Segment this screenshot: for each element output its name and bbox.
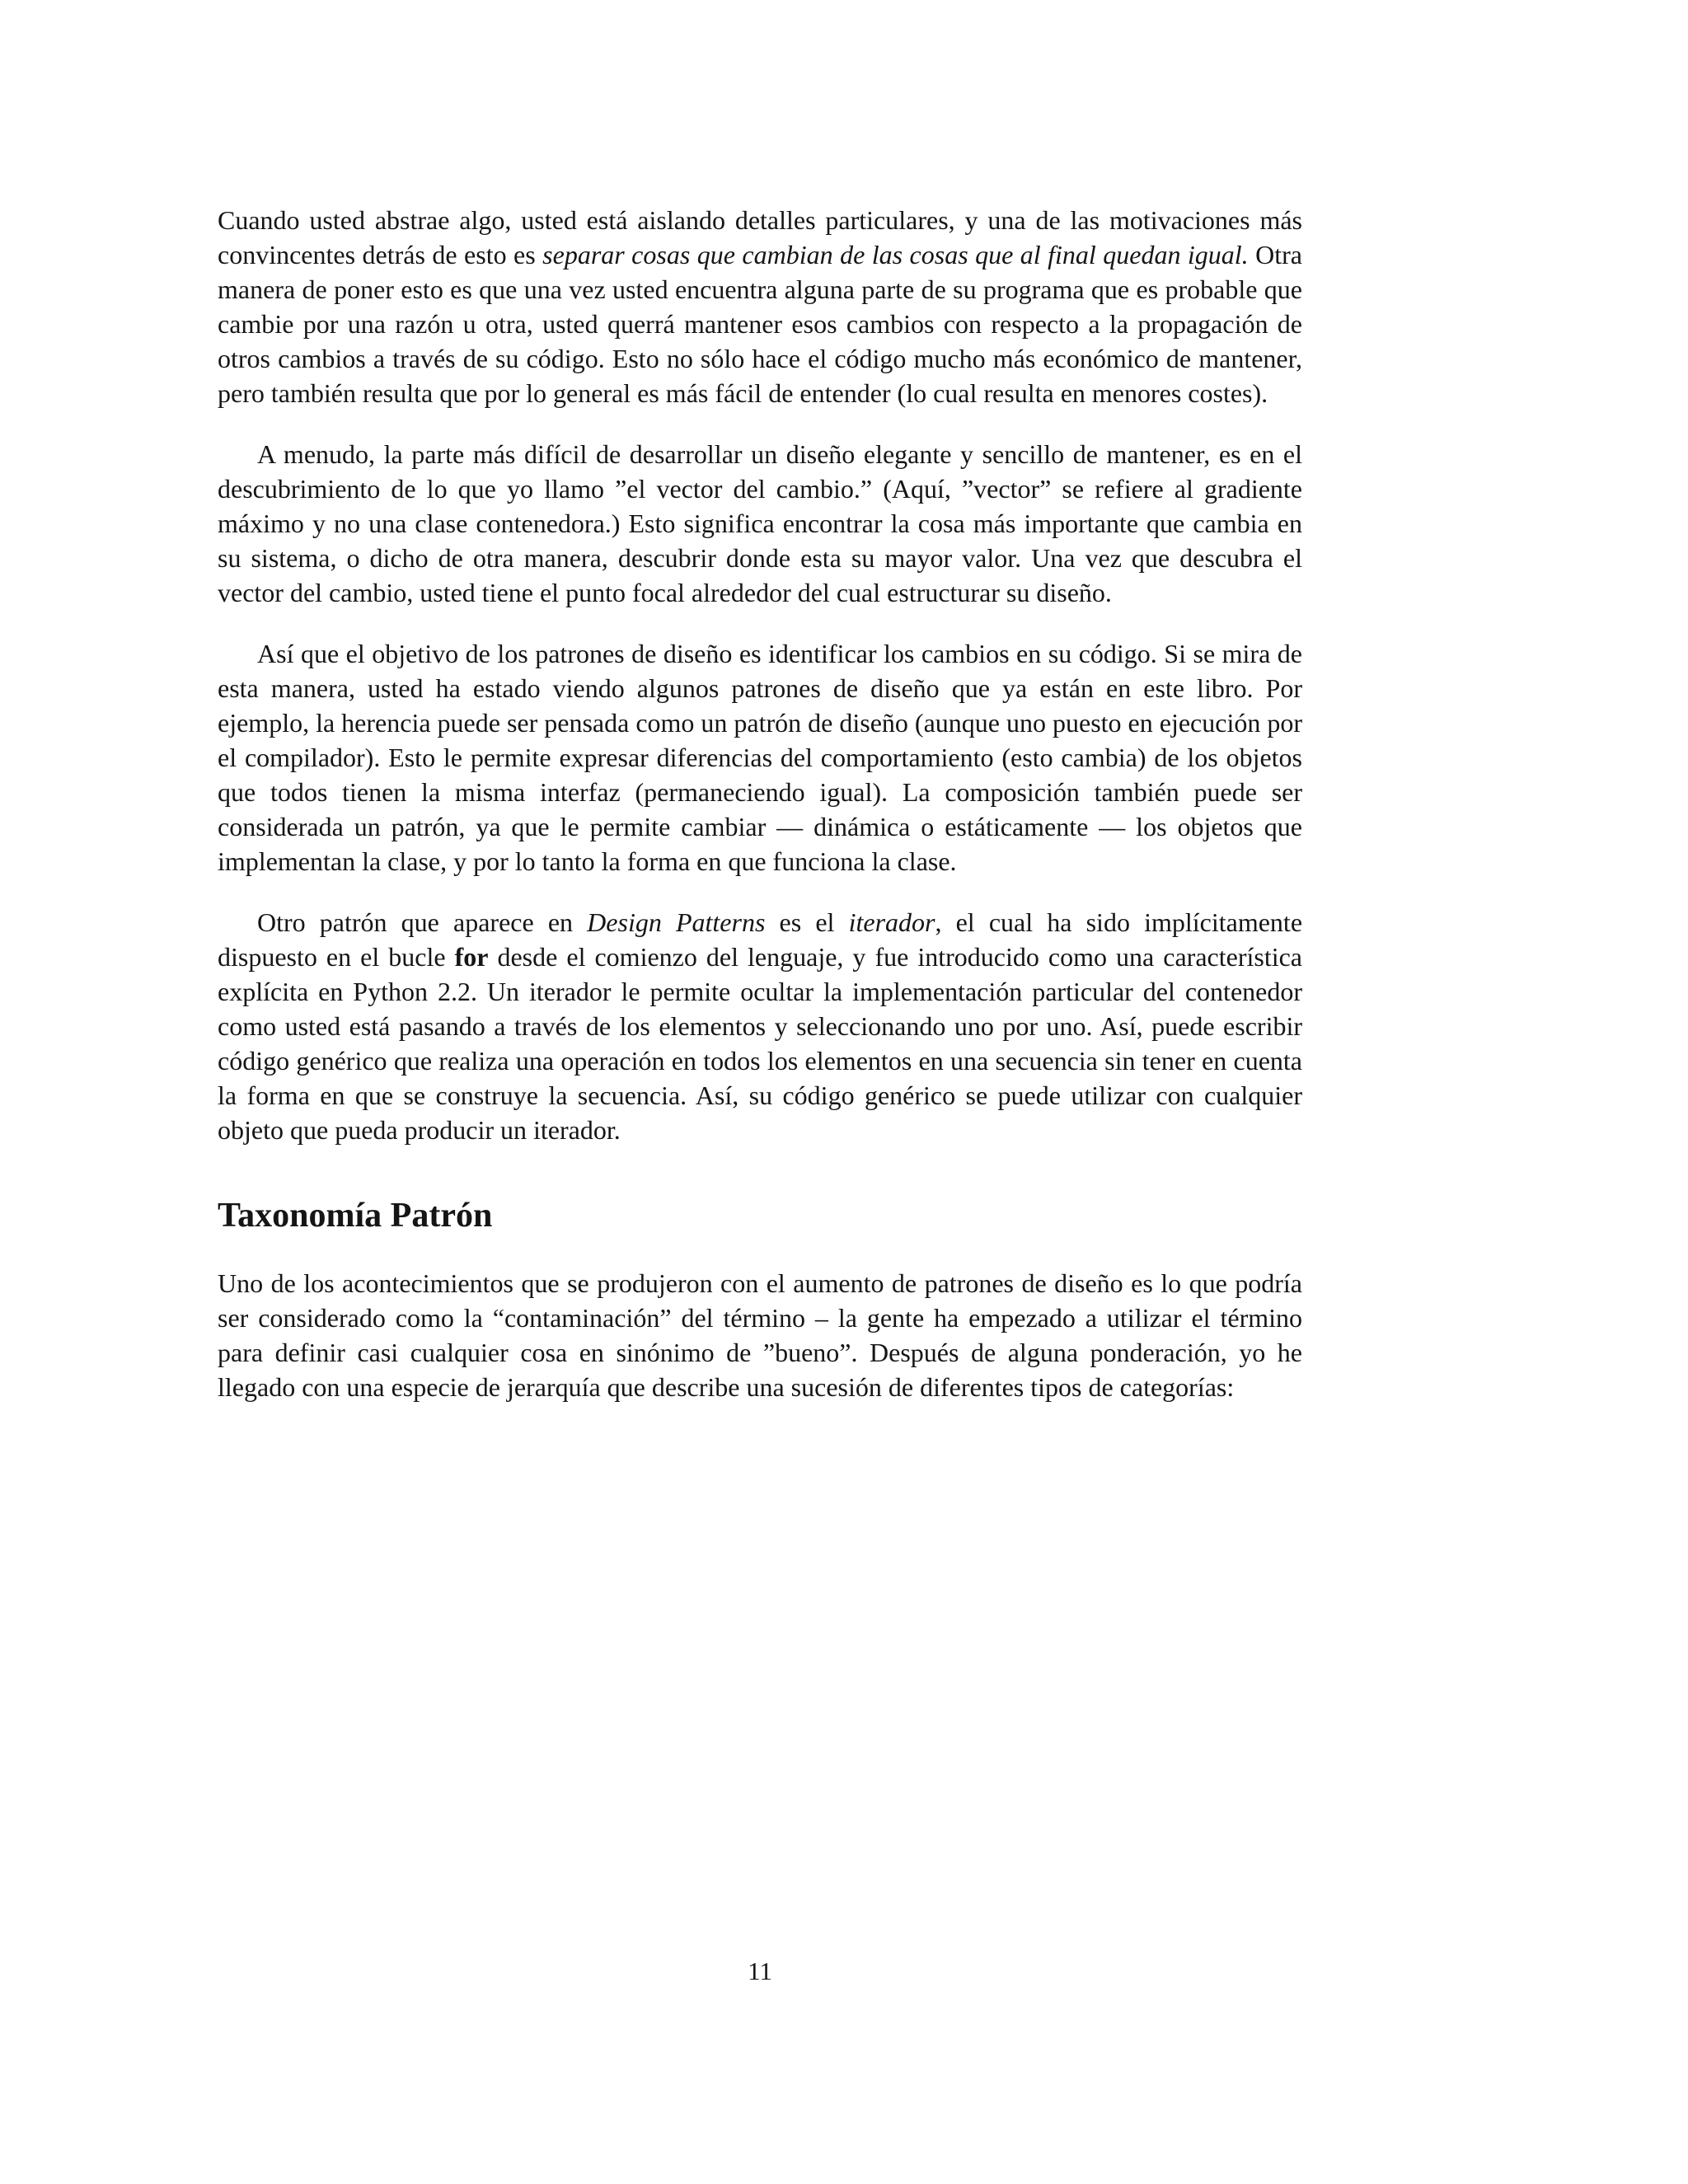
text-run: A menudo, la parte más difícil de desarrollar un diseño elegante y sencillo de mantener, es en el descubrimiento de lo que yo llamo ”el vector del cambio.” (Aquí, ”vector” se refiere al gradiente máximo y no una clase contenedora.) Esto significa encontrar la cosa más importante que cambia en su sistema, o dicho de otra manera, descubrir donde esta su mayor valor. Una vez que descubra el vector del cambio, usted tiene el punto focal alrededor del cual estructurar su diseño.	[218, 439, 1302, 607]
text-run: es el	[765, 907, 849, 937]
text-run: , el cual ha sido implícitamente dispuesto en el bucle	[218, 907, 1303, 972]
body-paragraph	[218, 437, 1302, 610]
body-paragraph	[218, 636, 1302, 879]
section-heading: Taxonomía Patrón	[218, 1197, 493, 1235]
italic-text-run: Design Patterns	[587, 907, 766, 937]
bold-text-run: for	[454, 942, 489, 972]
text-run: Así que el objetivo de los patrones de diseño es identificar los cambios en su código. Si se mira de esta manera, usted ha estado viendo algunos patrones de diseño que ya están en este libro. Por ejemplo, la herencia puede ser pensada como un patrón de diseño (aunque uno puesto en ejecución por el compilador). Esto le permite expresar diferencias del comportamiento (esto cambia) de los objetos que todos tienen la misma interfaz (permaneciendo igual). La composición también puede ser considerada un patrón, ya que le permite cambiar — dinámica o estáticamente — los objetos que implementan la clase, y por lo tanto la forma en que funciona la clase.	[218, 639, 1302, 876]
body-paragraph	[218, 1266, 1302, 1404]
body-paragraph	[218, 905, 1302, 1147]
italic-text-run: iterador	[848, 907, 935, 937]
text-run: Uno de los acontecimientos que se produjeron con el aumento de patrones de diseño es lo que podría ser considerado como la “contaminación” del término – la gente ha empezado a utilizar el término para definir casi cualquier cosa en sinónimo de ”bueno”. Después de alguna ponderación, yo he llegado con una especie de jerarquía que describe una sucesión de diferentes tipos de categorías:	[218, 1268, 1302, 1403]
text-run: desde el comienzo del lenguaje, y fue introducido como una característica explícita en Python 2.2. Un iterador le permite ocultar la implementación particular del contenedor como usted está pasando a través de los elementos y seleccionando uno por uno. Así, puede escribir código genérico que realiza una operación en todos los elementos en una secuencia sin tener en cuenta la forma en que se construye la secuencia. Así, su código genérico se puede utilizar con cualquier objeto que pueda producir un iterador.	[218, 942, 1303, 1145]
text-run: Cuando usted abstrae algo, usted está aislando detalles particulares, y una de las motivaciones más convincentes detrás de esto es	[218, 205, 1302, 269]
text-column	[218, 203, 1302, 1431]
italic-text-run: separar cosas que cambian de las cosas que al final quedan igual.	[542, 240, 1249, 269]
page-number: 11	[748, 1957, 772, 1985]
text-run: Otro patrón que aparece en	[257, 907, 588, 937]
body-paragraph	[218, 203, 1302, 410]
text-run: Otra manera de poner esto es que una vez usted encuentra alguna parte de su programa que es probable que cambie por una razón u otra, usted querrá mantener esos cambios con respecto a la propagación de otros cambios a través de su código. Esto no sólo hace el código mucho más económico de mantener, pero también resulta que por lo general es más fácil de entender (lo cual resulta en menores costes).	[218, 240, 1303, 408]
